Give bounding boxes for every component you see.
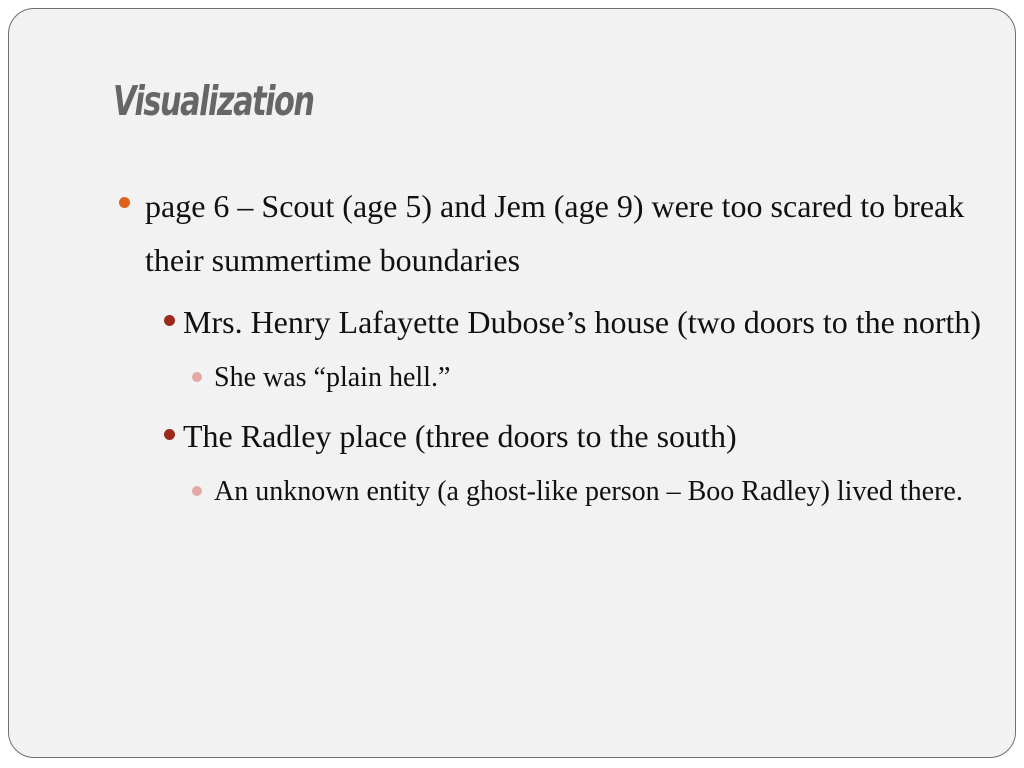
bullet-dot-icon bbox=[119, 197, 130, 208]
slide bbox=[8, 8, 1016, 758]
bullet-item-level1 bbox=[115, 179, 995, 287]
bullet-text: page 6 – Scout (age 5) and Jem (age 9) were too scared to break their summertime boundaries bbox=[145, 188, 965, 278]
bullet-dot-icon bbox=[164, 429, 175, 440]
bullet-dot-icon bbox=[164, 315, 175, 326]
bullet-dot-icon bbox=[192, 372, 202, 382]
bullet-item-level2 bbox=[153, 295, 995, 349]
bullet-dot-icon bbox=[192, 486, 202, 496]
bullet-item-level3 bbox=[184, 469, 995, 515]
bullet-item-level2 bbox=[153, 409, 995, 463]
bullet-text: She was “plain hell.” bbox=[214, 362, 451, 393]
bullet-item-level3 bbox=[184, 355, 995, 401]
bullet-text: Mrs. Henry Lafayette Dubose’s house (two doors to the north) bbox=[183, 304, 982, 340]
slide-title: Visualization bbox=[113, 77, 314, 125]
bullet-text: The Radley place (three doors to the south) bbox=[183, 418, 737, 454]
bullet-text: An unknown entity (a ghost-like person – Boo Radley) lived there. bbox=[214, 476, 963, 507]
bullet-list bbox=[115, 179, 995, 523]
